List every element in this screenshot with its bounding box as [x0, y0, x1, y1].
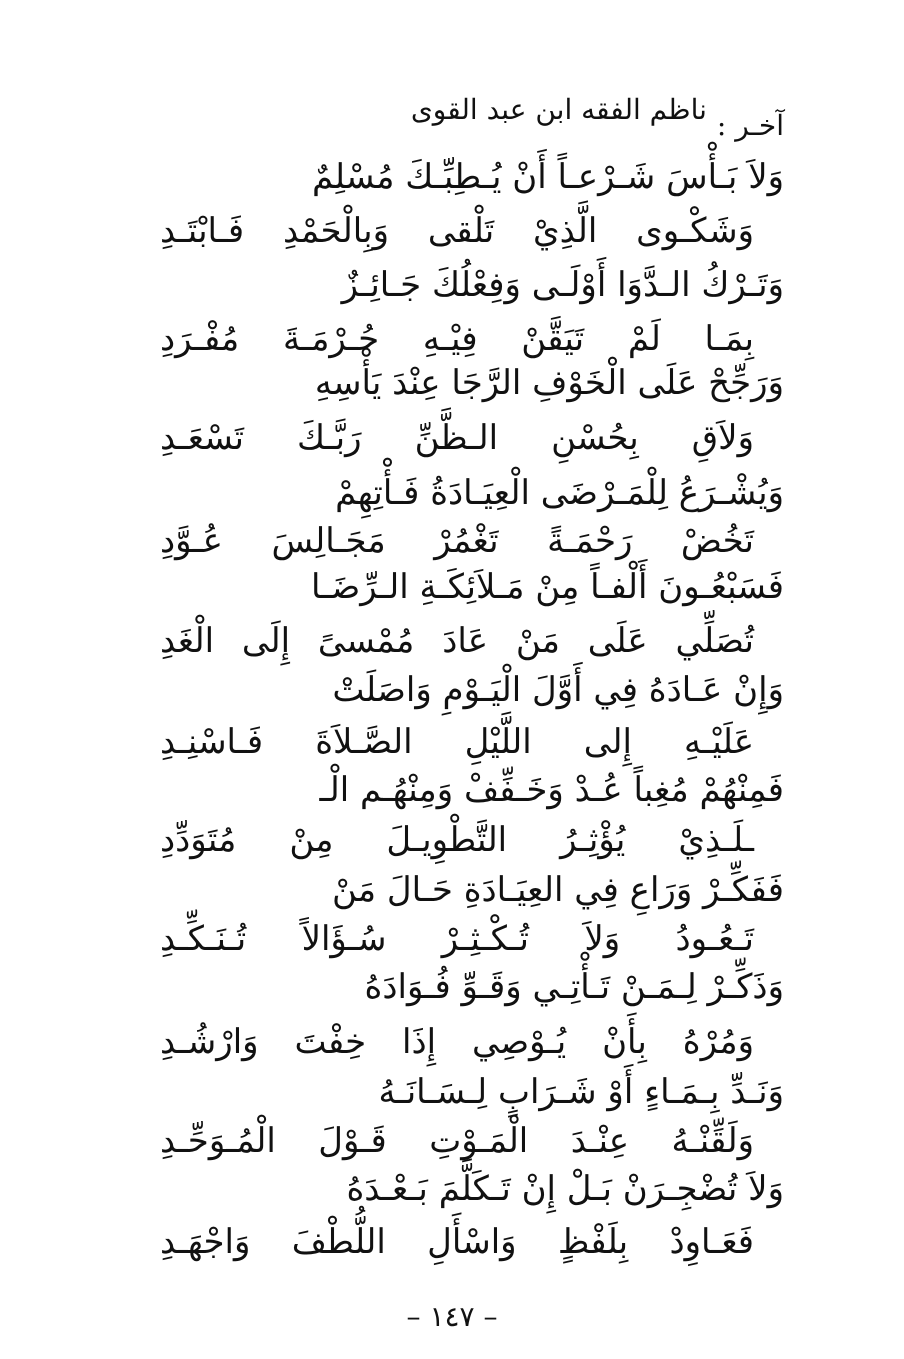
verse-hemistich: وَيُشْـرَعُ لِلْمَـرْضَى الْعِيَـادَةُ فَـأْتِهِمْ: [335, 473, 784, 513]
verse-hemistich: عَلَيْـهِ إِلى اللَّيْلِ الصَّـلاَةَ فَـاسْنِـدِ: [160, 722, 754, 762]
verse-hemistich: وَلاَقِ بِحُسْنِ الـظَّنِّ رَبَّـكَ تَسْعَـدِ: [160, 418, 754, 458]
verse-hemistich: فَفَكِّـرْ وَرَاعِ فِي العِيَـادَةِ حَـالَ مَنْ: [331, 870, 784, 910]
verse-hemistich: ـلَـذِيْ يُؤْثِـرُ التَّطْوِيـلَ مِنْ مُتَوَدِّدِ: [160, 820, 754, 860]
page-number: – ١٤٧ –: [406, 1300, 498, 1333]
verse-hemistich: بِمَـا لَمْ تَيَقَّنْ فِيْـهِ حُـرْمَـةَ مُفْـرَدِ: [160, 319, 754, 359]
verse-hemistich: وَنَـدِّ بِـمَـاءٍ أَوْ شَـرَابٍ لِـسَـانَـهُ: [378, 1072, 784, 1112]
verse-hemistich: فَسَبْعُـونَ أَلْفـاً مِنْ مَـلاَئِكَـةِ الـرِّضَـا: [311, 567, 784, 607]
verse-hemistich: وَشَكْـوى الَّذِيْ تَلْقى وَبِالْحَمْدِ فَـابْتَـدِ: [160, 211, 754, 251]
verse-hemistich: فَمِنْهُمْ مُغِباً عُـدْ وَخَـفِّفْ وَمِنْهُـم الْـ: [319, 770, 784, 810]
verse-hemistich: تَخُضْ رَحْمَـةً تَغْمُرْ مَجَـالِسَ عُـوَّدِ: [160, 521, 754, 561]
other-label: آخـر :: [716, 109, 784, 142]
verse-hemistich: فَعَـاوِدْ بِلَفْظٍ وَاسْأَلِ اللُّطْفَ وَاجْهَـدِ: [160, 1222, 754, 1262]
verse-hemistich: تُصَلِّي عَلَى مَنْ عَادَ مُمْسىً إِلَى الْغَدِ: [160, 621, 754, 661]
verse-hemistich: وَمُرْهُ بِأَنْ يُـوْصِي إِذَا خِفْتَ وَارْشُـدِ: [160, 1022, 754, 1062]
verse-hemistich: وَتَـرْكُ الـدَّوَا أَوْلَـى وَفِعْلُكَ جَـائِـزٌ: [341, 265, 784, 305]
verse-hemistich: وَلاَ تُضْجِـرَنْ بَـلْ إِنْ تَـكَلَّمَ بَـعْـدَهُ: [346, 1169, 784, 1209]
verse-hemistich: وَإِنْ عَـادَهُ فِي أَوَّلَ الْيَـوْمِ وَاصَلَتْ: [332, 670, 784, 710]
verse-hemistich: وَرَجِّحْ عَلَى الْخَوْفِ الرَّجَا عِنْدَ يَأْسِهِ: [314, 363, 784, 403]
poem-author: ناظم الفقه ابن عبد القوى: [410, 93, 707, 126]
verse-hemistich: وَلَقِّنْـهُ عِنْـدَ الْمَـوْتِ قَـوْلَ الْمُـوَحِّـدِ: [160, 1121, 754, 1161]
verse-hemistich: وَذَكِّـرْ لِـمَـنْ تَـأْتِـي وَقَـوِّ فُـوَادَهُ: [364, 967, 784, 1007]
verse-hemistich: تَـعُـودُ وَلاَ تُـكْـثِـرْ سُـؤَالاً تُـنَـكِّـدِ: [160, 919, 754, 959]
verse-hemistich: وَلاَ بَـأْسَ شَـرْعـاً أَنْ يُـطِبِّـكَ مُسْلِمٌ: [312, 157, 784, 197]
